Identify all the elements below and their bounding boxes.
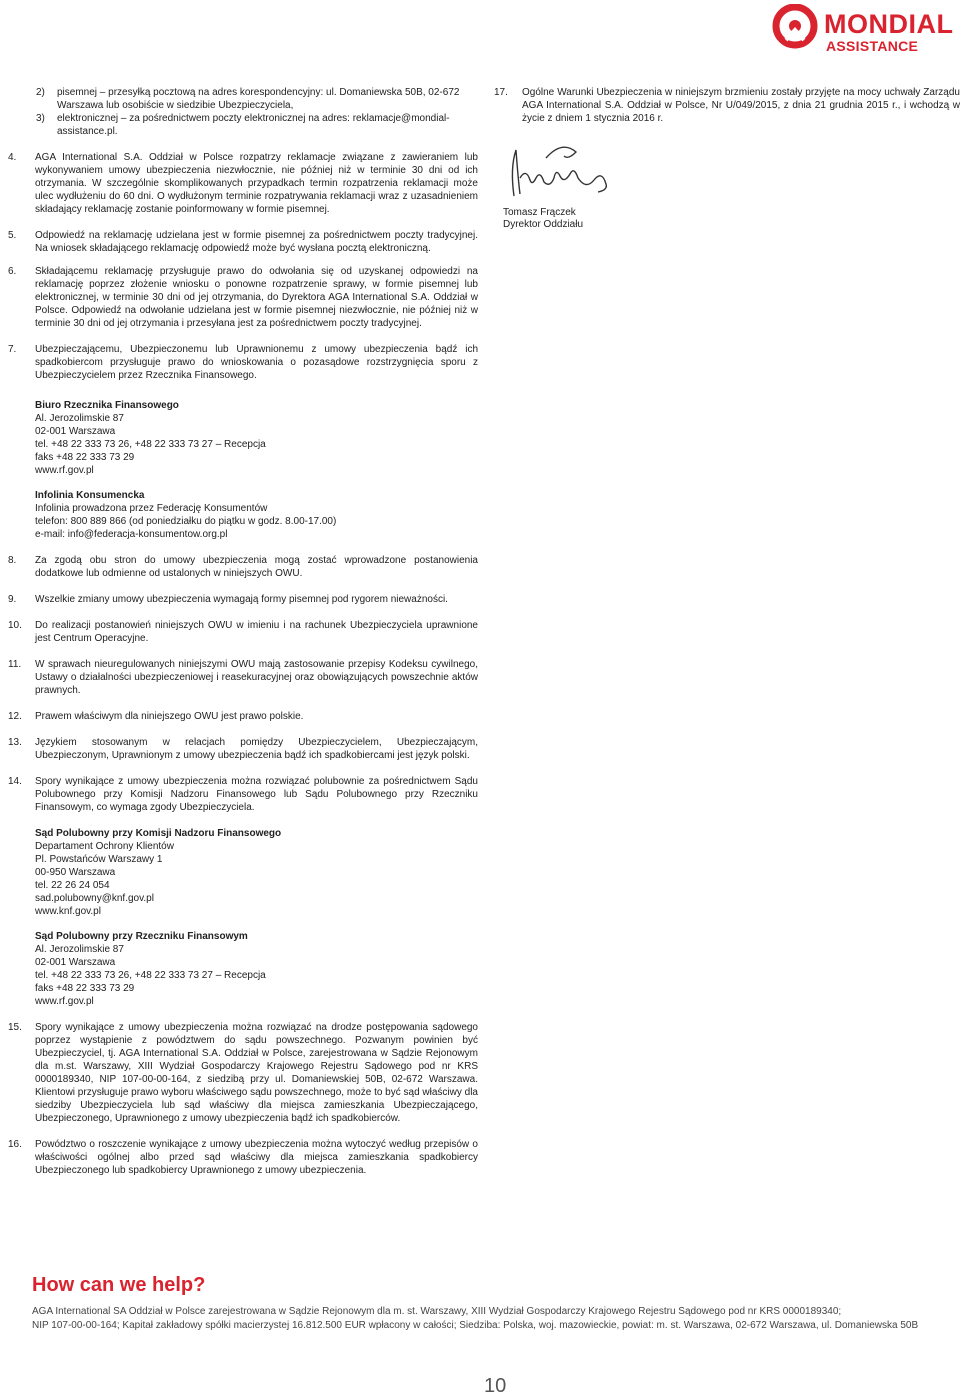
section-text: Odpowiedź na reklamację udzielana jest w formie pisemnej za pośrednictwem poczty tradycyjnej. Na wniosek składającego reklamację odpowiedź może być wysłana pocztą elektroniczną. [35,230,478,254]
section-4 [8,151,478,216]
section-text: Wszelkie zmiany umowy ubezpieczenia wymagają formy pisemnej pod rygorem nieważności. [35,594,448,605]
address-line: Al. Jerozolimskie 87 [35,413,124,424]
address-line: www.rf.gov.pl [35,996,94,1007]
how-can-we-help-heading: How can we help? [32,1274,206,1296]
list-item [36,86,476,112]
logo-word-mondial: MONDIAL [824,9,954,39]
signer-name: Tomasz Frączek [503,207,576,218]
section-number: 5. [8,230,17,241]
list-item-number: 3) [36,113,45,124]
address-line: faks +48 22 333 73 29 [35,452,135,463]
address-line: faks +48 22 333 73 29 [35,983,135,994]
section-number: 8. [8,555,17,566]
section-number: 4. [8,152,17,163]
section-number: 10. [8,620,22,631]
address-line: Pl. Powstańców Warszawy 1 [35,854,163,865]
section-5 [8,229,478,255]
address-line: e-mail: info@federacja-konsumentow.org.pl [35,529,228,540]
ik-address-block [8,489,478,541]
address-line: www.knf.gov.pl [35,906,101,917]
section-number: 17. [494,87,508,98]
section-8 [8,554,478,580]
section-number: 9. [8,594,17,605]
section-text: Składającemu reklamację przysługuje prawo do odwołania się od uzyskanej odpowiedzi na reklamację poprzez złożenie wniosku o ponowne rozpatrzenie sprawy, w formie pisemnej lub elektronicznej, w terminie 30 dni od jej otrzymania, do Dyrektora AGA International S.A. Oddział w Polsce. Odpowiedź na odwołanie udzielana jest w formie pisemnej niezwłocznie, nie później niż w terminie 30 dni od jej otrzymania i przesyłana jest za pośrednictwem poczty tradycyjnej. [35,266,478,329]
section-number: 6. [8,266,17,277]
address-line: telefon: 800 889 866 (od poniedziałku do piątku w godz. 8.00-17.00) [35,516,337,527]
section-text: Do realizacji postanowień niniejszych OWU w imieniu i na rachunek Ubezpieczyciela uprawnione jest Centrum Operacyjne. [35,620,478,644]
address-line: Departament Ochrony Klientów [35,841,174,852]
section-text: W sprawach nieuregulowanych niniejszymi OWU mają zastosowanie przepisy Kodeksu cywilnego, Ustawy o działalności ubezpieczeniowej i reasekuracyjnej oraz obowiązujących powszechnie aktów prawnych. [35,659,478,696]
address-line: tel. +48 22 333 73 26, +48 22 333 73 27 – Recepcja [35,970,266,981]
address-line: 00-950 Warszawa [35,867,116,878]
block-title: Sąd Polubowny przy Rzeczniku Finansowym [35,931,248,942]
section-9 [8,593,478,606]
right-column [494,86,960,125]
section-12 [8,710,478,723]
signer-title: Dyrektor Oddziału [503,219,584,230]
list-item-number: 2) [36,87,45,98]
mondial-swirl-icon [772,4,818,50]
knf-address-block [8,827,478,918]
address-line: tel. 22 26 24 054 [35,880,110,891]
section-text: Ogólne Warunki Ubezpieczenia w niniejszym brzmieniu zostały przyjęte na mocy uchwały Zarządu AGA International S.A. Oddział w Polsce, Nr U/049/2015, z dnia 21 grudnia 2015 r., i wchodzą w życie z dniem 1 stycznia 2016 r. [522,87,960,124]
section-14 [8,775,478,814]
section-text: Prawem właściwym dla niniejszego OWU jest prawo polskie. [35,711,304,722]
block-title: Sąd Polubowny przy Komisji Nadzoru Finansowego [35,828,282,839]
logo-word-assistance: ASSISTANCE [826,38,919,54]
block-title: Biuro Rzecznika Finansowego [35,400,179,411]
section-number: 13. [8,737,22,748]
block-title: Infolinia Konsumencka [35,490,145,501]
address-line: 02-001 Warszawa [35,957,116,968]
section-text: AGA International S.A. Oddział w Polsce rozpatrzy reklamacje związane z zawieraniem lub wykonywaniem umowy ubezpieczenia niezwłocznie, nie później niż w terminie 30 dni od ich otrzymania. W szczególnie skomplikowanych przypadkach termin rozpatrzenia reklamacji może ulec wydłużeniu do 60 dni. O wydłużonym terminie rozpatrywania reklamacji wraz z uzasadnieniem składający reklamację zostanie poinformowany w formie pisemnej. [35,152,478,215]
main-column [8,265,478,1177]
section-11 [8,658,478,697]
section-text: Spory wynikające z umowy ubezpieczenia można rozwiązać polubownie za pośrednictwem Sądu Polubownego przy Komisji Nadzoru Finansowego lub Sądu Polubownego przy Rzeczniku Finansowym, co wymaga zgody Ubezpieczyciela. [35,776,478,813]
address-line: tel. +48 22 333 73 26, +48 22 333 73 27 – Recepcja [35,439,266,450]
address-line: Al. Jerozolimskie 87 [35,944,124,955]
section-text: Spory wynikające z umowy ubezpieczenia można rozwiązać na drodze postępowania sądowego poprzez wystąpienie z powództwem do sądu powszechnego. Pozwanym powinien być Ubezpieczyciel, tj. AGA International S.A. Oddział w Polsce, zarejestrowana w Sądzie Rejonowym dla m.st. Warszawy, XIII Wydział Gospodarczy Krajowego Rejestru Sądowego pod nr KRS 0000189340, NIP 107-00-00-164, z siedzibą przy ul. Domaniewskiej 50B, 02-672 Warszawa. Klientowi przysługuje prawo wyboru właściwego sądu powszechnego, może to być sąd właściwy dla siedziby Ubezpieczyciela lub sąd właściwy dla miejsca zamieszkania Ubezpieczającego, Ubezpieczonego, Uprawnionego z umowy ubezpieczenia bądź ich spadkobierców. [35,1022,478,1124]
section-number: 11. [8,659,22,670]
section-text: Językiem stosowanym w relacjach pomiędzy Ubezpieczycielem, Ubezpieczającym, Ubezpieczonym, Uprawnionym z umowy ubezpieczenia bądź ich spadkobiercami jest język polski. [35,737,478,761]
address-line: www.rf.gov.pl [35,465,94,476]
section-number: 14. [8,776,22,787]
footer-line: NIP 107-00-00-164; Kapitał zakładowy spółki macierzystej 16.812.500 EUR wpłacony w całości; Siedziba: Polska, woj. mazowieckie, powiat: m. st. Warszawa, 02-672 Warszawa, ul. Domaniewska 50B [32,1320,919,1331]
footer-line: AGA International SA Oddział w Polsce zarejestrowana w Sądzie Rejonowym dla m. st. Warszawy, XIII Wydział Gospodarczy Krajowego Rejestru Sądowego pod nr KRS 0000189340; [32,1306,842,1317]
company-footer [32,1305,932,1333]
section-15 [8,1021,478,1125]
section-10 [8,619,478,645]
section-number: 15. [8,1022,22,1033]
rf-address-block [8,399,478,477]
section-number: 7. [8,344,17,355]
mondial-assistance-logo [772,4,960,54]
rzf-address-block [8,930,478,1008]
signature-caption [503,207,583,231]
section-text: Za zgodą obu stron do umowy ubezpieczenia mogą zostać wprowadzone postanowienia dodatkowe lub odmienne od ustalonych w niniejszych OWU. [35,555,478,579]
list-item-text: elektronicznej – za pośrednictwem poczty elektronicznej na adres: reklamacje@mondial-assistance.pl. [57,113,450,137]
section-number: 12. [8,711,22,722]
list-item-text: pisemnej – przesyłką pocztową na adres korespondencyjny: ul. Domaniewska 50B, 02-672 Warszawa lub osobiście w siedzibie Ubezpieczyciela, [57,87,460,111]
section-13 [8,736,478,762]
address-line: sad.polubowny@knf.gov.pl [35,893,154,904]
section-number: 16. [8,1139,22,1150]
page-number: 10 [484,1375,507,1397]
section-6 [8,265,478,330]
left-top-column [36,86,476,138]
address-line: Infolinia prowadzona przez Federację Konsumentów [35,503,268,514]
section-7 [8,343,478,382]
section-text: Ubezpieczającemu, Ubezpieczonemu lub Uprawnionemu z umowy ubezpieczenia bądź ich spadkobiercom przysługuje prawo do wnioskowania o pozasądowe rozstrzygnięcia sporu z Ubezpieczycielem przez Rzecznika Finansowego. [35,344,478,381]
address-line: 02-001 Warszawa [35,426,116,437]
signature-image [506,138,616,204]
list-item [36,112,476,138]
section-text: Powództwo o roszczenie wynikające z umowy ubezpieczenia można wytoczyć według przepisów o właściwości ogólnej albo przed sąd właściwy dla miejsca zamieszkania spadkobiercy Ubezpieczonego lub spadkobiercy Uprawnionego z umowy ubezpieczenia. [35,1139,478,1176]
section-16 [8,1138,478,1177]
